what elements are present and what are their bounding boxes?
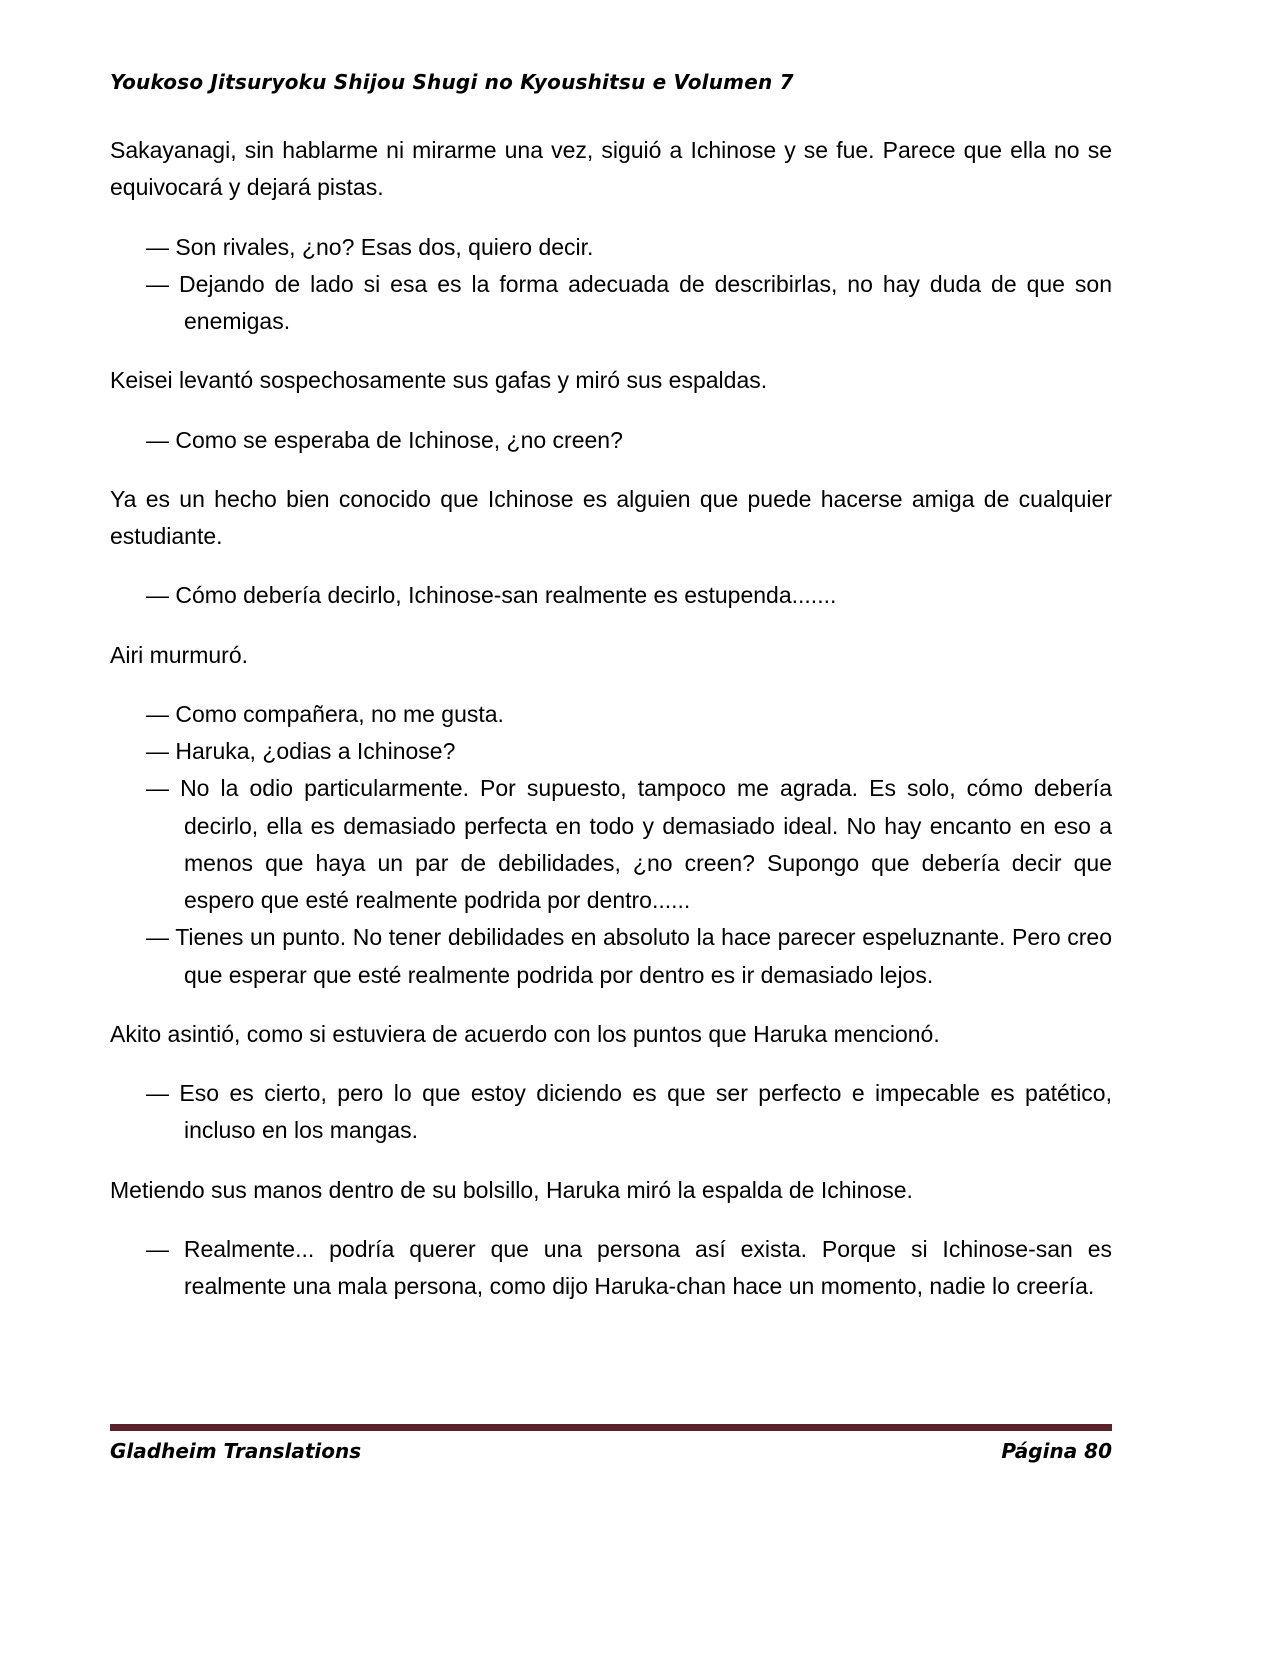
dialogue-line: — Realmente... podría querer que una persona así exista. Porque si Ichinose-san es realmente una mala persona, como dijo Haruka-chan hace un momento, nadie lo creería. — [146, 1235, 1112, 1299]
dialogue-line: — Eso es cierto, pero lo que estoy diciendo es que ser perfecto e impecable es patético, incluso en los mangas. — [146, 1080, 1112, 1144]
footer-page-number: Página 80 — [1001, 1439, 1112, 1463]
dialogue-line: — Tienes un punto. No tener debilidades en absoluto la hace parecer espeluznante. Pero creo que esperar que esté realmente podrida por dentro es ir demasiado lejos. — [146, 924, 1112, 988]
paragraph: Sakayanagi, sin hablarme ni mirarme una vez, siguió a Ichinose y se fue. Parece que ella no se equivocará y dejará pistas. — [110, 137, 1112, 201]
paragraph: Metiendo sus manos dentro de su bolsillo, Haruka miró la espalda de Ichinose. — [110, 1176, 913, 1203]
dialogue-group — [146, 1231, 1112, 1306]
dialogue-line: — Dejando de lado si esa es la forma adecuada de describirlas, no hay duda de que son enemigas. — [146, 270, 1112, 334]
dialogue-line: — Haruka, ¿odias a Ichinose? — [146, 738, 456, 764]
dialogue-line: — Como compañera, no me gusta. — [146, 700, 504, 727]
footer-translator-credit: Gladheim Translations — [110, 1439, 362, 1463]
dialogue-group — [146, 229, 1112, 341]
dialogue-group — [146, 577, 1112, 614]
paragraph: Ya es un hecho bien conocido que Ichinose es alguien que puede hacerse amiga de cualquier estudiante. — [110, 485, 1112, 549]
dialogue-line: — No la odio particularmente. Por supuesto, tampoco me agrada. Es solo, cómo debería decirlo, ella es demasiado perfecta en todo y demasiado ideal. No hay encanto en eso a menos que haya un par de debilidades, ¿no creen? Supongo que debería decir que espero que esté realmente podrida por dentro...... — [146, 775, 1112, 913]
page-footer — [110, 1424, 1112, 1463]
footer-divider-rule — [110, 1424, 1112, 1431]
dialogue-group — [146, 696, 1112, 994]
dialogue-group — [146, 1075, 1112, 1150]
document-body — [110, 132, 1112, 1305]
dialogue-group — [146, 422, 1112, 459]
dialogue-line: — Cómo debería decirlo, Ichinose-san realmente es estupenda....... — [146, 582, 837, 609]
paragraph: Akito asintió, como si estuviera de acuerdo con los puntos que Haruka mencionó. — [110, 1020, 940, 1047]
page-header-title: Youkoso Jitsuryoku Shijou Shugi no Kyoushitsu e Volumen 7 — [110, 70, 794, 94]
paragraph: Airi murmuró. — [110, 641, 249, 668]
footer-row — [110, 1439, 1112, 1463]
paragraph: Keisei levantó sospechosamente sus gafas y miró sus espaldas. — [110, 367, 768, 394]
dialogue-line: — Como se esperaba de Ichinose, ¿no creen? — [146, 426, 623, 453]
dialogue-line: — Son rivales, ¿no? Esas dos, quiero decir. — [146, 233, 594, 260]
